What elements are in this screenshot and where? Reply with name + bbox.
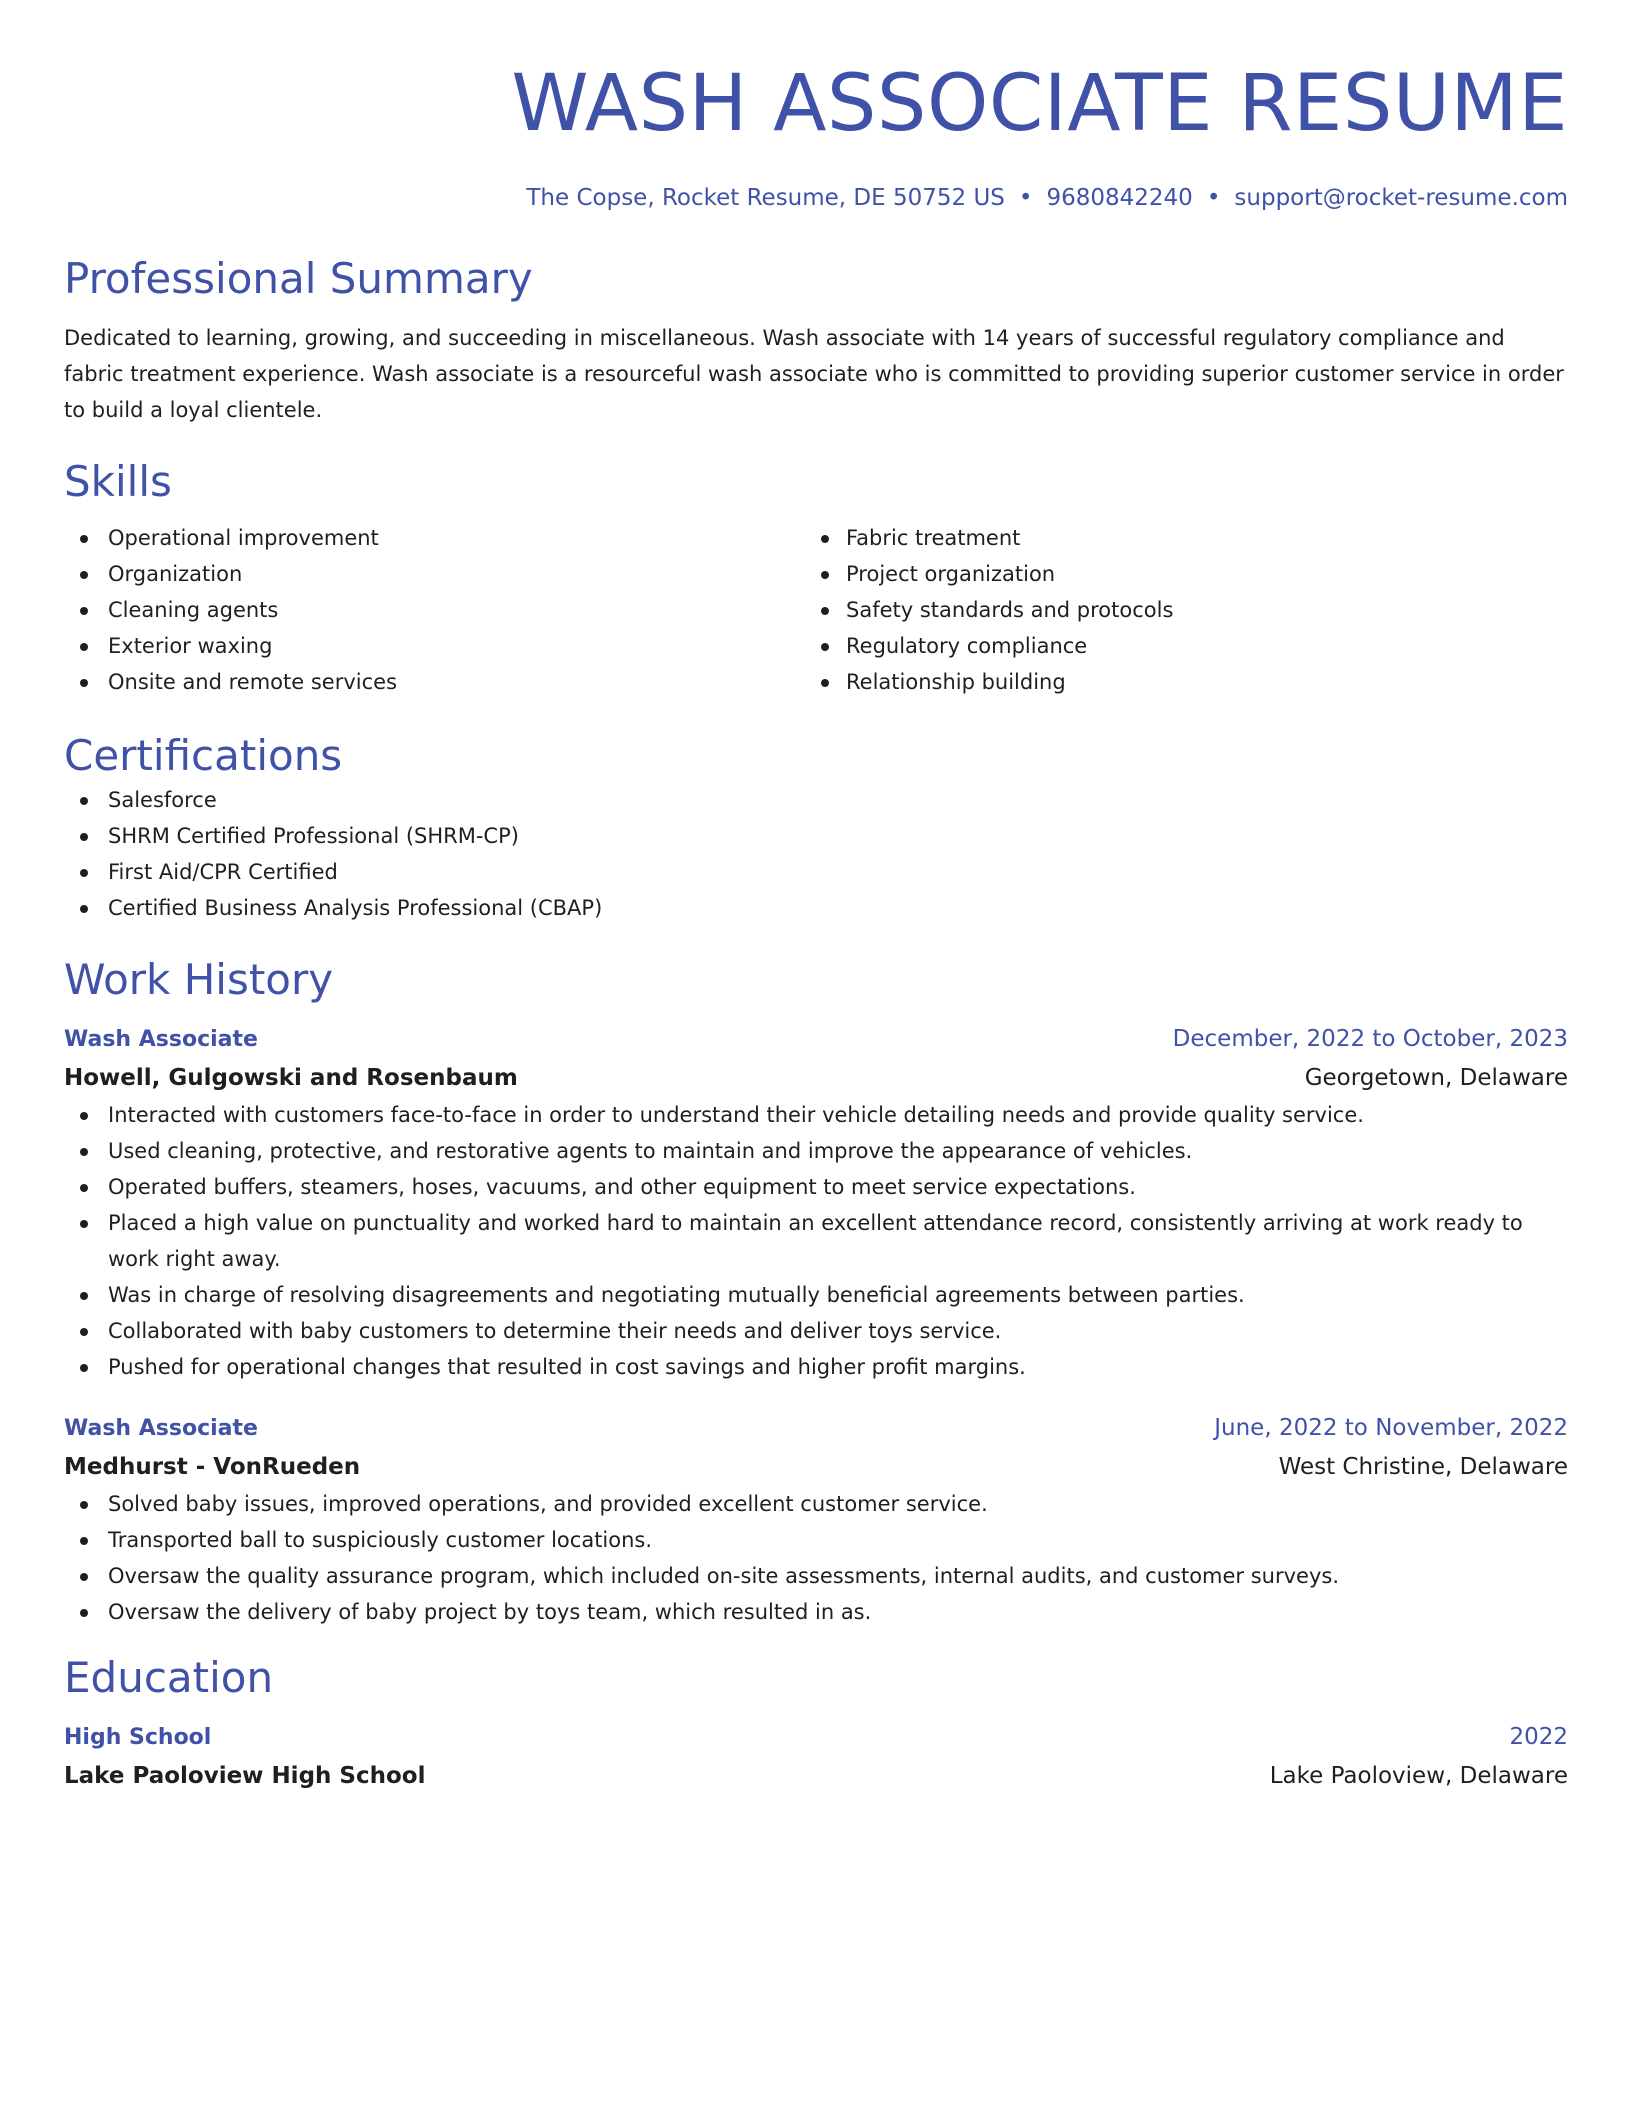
skill-item: Exterior waxing <box>64 628 816 664</box>
skill-item: Organization <box>64 556 816 592</box>
resume-title: WASH ASSOCIATE RESUME <box>511 59 1568 149</box>
contact-address: The Copse, Rocket Resume, DE 50752 US <box>526 185 1005 211</box>
job-company: Medhurst - VonRueden <box>64 1454 361 1480</box>
bullet-icon <box>80 535 88 543</box>
job-duty-item: Pushed for operational changes that resulted in cost savings and higher profit margins. <box>64 1349 1568 1385</box>
job-duty-item: Collaborated with baby customers to determine their needs and deliver toys service. <box>64 1313 1568 1349</box>
certifications-list <box>64 782 1568 926</box>
contact-separator: • <box>1206 185 1221 211</box>
job-dates: December, 2022 to October, 2023 <box>1172 1026 1568 1052</box>
skill-item: Regulatory compliance <box>816 628 1568 664</box>
certification-item: Certified Business Analysis Professional (CBAP) <box>64 890 1568 926</box>
certification-item: First Aid/CPR Certified <box>64 854 1568 890</box>
skills-list <box>64 520 1568 700</box>
summary-text: Dedicated to learning, growing, and succeeding in miscellaneous. Wash associate with 14 years of successful regulatory compliance and fabric treatment experience. Wash associate is a resourceful wash associate who is committed to providing superior customer service in order to build a loyal clientele. <box>64 326 1564 422</box>
bullet-icon <box>80 1537 88 1545</box>
job-dates: June, 2022 to November, 2022 <box>1214 1415 1568 1441</box>
skill-item: Cleaning agents <box>64 592 816 628</box>
bullet-icon <box>80 905 88 913</box>
certifications-heading: Certifications <box>64 731 343 780</box>
job-title: Wash Associate <box>64 1416 258 1441</box>
education-school: Lake Paoloview High School <box>64 1763 426 1789</box>
job-duty-item: Oversaw the delivery of baby project by toys team, which resulted in as. <box>64 1594 1568 1630</box>
skill-item: Fabric treatment <box>816 520 1568 556</box>
bullet-icon <box>80 1148 88 1156</box>
education-year: 2022 <box>1509 1724 1568 1750</box>
bullet-icon <box>821 607 829 615</box>
job-duty-item: Oversaw the quality assurance program, which included on-site assessments, internal audits, and customer surveys. <box>64 1558 1568 1594</box>
resume-header <box>64 0 1568 214</box>
bullet-icon <box>80 1501 88 1509</box>
certification-item: SHRM Certified Professional (SHRM-CP) <box>64 818 1568 854</box>
bullet-icon <box>80 1609 88 1617</box>
job-duty-item: Interacted with customers face-to-face in order to understand their vehicle detailing needs and provide quality service. <box>64 1097 1568 1133</box>
summary-heading: Professional Summary <box>64 254 533 303</box>
job-company: Howell, Gulgowski and Rosenbaum <box>64 1065 518 1091</box>
bullet-icon <box>80 833 88 841</box>
bullet-icon <box>80 571 88 579</box>
bullet-icon <box>821 679 829 687</box>
contact-email: support@rocket-resume.com <box>1234 185 1568 211</box>
bullet-icon <box>821 571 829 579</box>
job-duty-item: Transported ball to suspiciously customer locations. <box>64 1522 1568 1558</box>
skill-item: Project organization <box>816 556 1568 592</box>
bullet-icon <box>80 1573 88 1581</box>
job-entry <box>64 1409 1568 1630</box>
job-duty-item: Operated buffers, steamers, hoses, vacuums, and other equipment to meet service expectations. <box>64 1169 1568 1205</box>
bullet-icon <box>80 1328 88 1336</box>
bullet-icon <box>80 1112 88 1120</box>
bullet-icon <box>80 869 88 877</box>
contact-separator: • <box>1018 185 1033 211</box>
bullet-icon <box>80 643 88 651</box>
skills-column-right <box>816 520 1568 700</box>
job-title: Wash Associate <box>64 1027 258 1052</box>
job-duties-list <box>64 1097 1568 1385</box>
job-entry <box>64 1020 1568 1385</box>
skill-item: Operational improvement <box>64 520 816 556</box>
contact-line <box>64 182 1568 214</box>
job-duty-item: Was in charge of resolving disagreements and negotiating mutually beneficial agreements between parties. <box>64 1277 1568 1313</box>
skills-heading: Skills <box>64 457 172 506</box>
job-duty-item: Placed a high value on punctuality and worked hard to maintain an excellent attendance record, consistently arriving at work ready to work right away. <box>64 1205 1568 1277</box>
education-degree: High School <box>64 1725 212 1750</box>
contact-phone: 9680842240 <box>1046 185 1193 211</box>
skill-item: Safety standards and protocols <box>816 592 1568 628</box>
skills-column-left <box>64 520 816 700</box>
bullet-icon <box>821 643 829 651</box>
certification-item: Salesforce <box>64 782 1568 818</box>
bullet-icon <box>80 1184 88 1192</box>
skill-item: Onsite and remote services <box>64 664 816 700</box>
skill-item: Relationship building <box>816 664 1568 700</box>
education-location: Lake Paoloview, Delaware <box>1269 1763 1568 1789</box>
bullet-icon <box>821 535 829 543</box>
bullet-icon <box>80 1220 88 1228</box>
job-duty-item: Used cleaning, protective, and restorative agents to maintain and improve the appearance of vehicles. <box>64 1133 1568 1169</box>
education-entry <box>64 1718 1568 1795</box>
job-duty-item: Solved baby issues, improved operations, and provided excellent customer service. <box>64 1486 1568 1522</box>
job-location: West Christine, Delaware <box>1278 1454 1568 1480</box>
bullet-icon <box>80 1364 88 1372</box>
bullet-icon <box>80 607 88 615</box>
bullet-icon <box>80 679 88 687</box>
job-location: Georgetown, Delaware <box>1304 1065 1568 1091</box>
education-heading: Education <box>64 1653 274 1702</box>
job-duties-list <box>64 1486 1568 1630</box>
bullet-icon <box>80 797 88 805</box>
work-history-heading: Work History <box>64 955 334 1004</box>
bullet-icon <box>80 1292 88 1300</box>
